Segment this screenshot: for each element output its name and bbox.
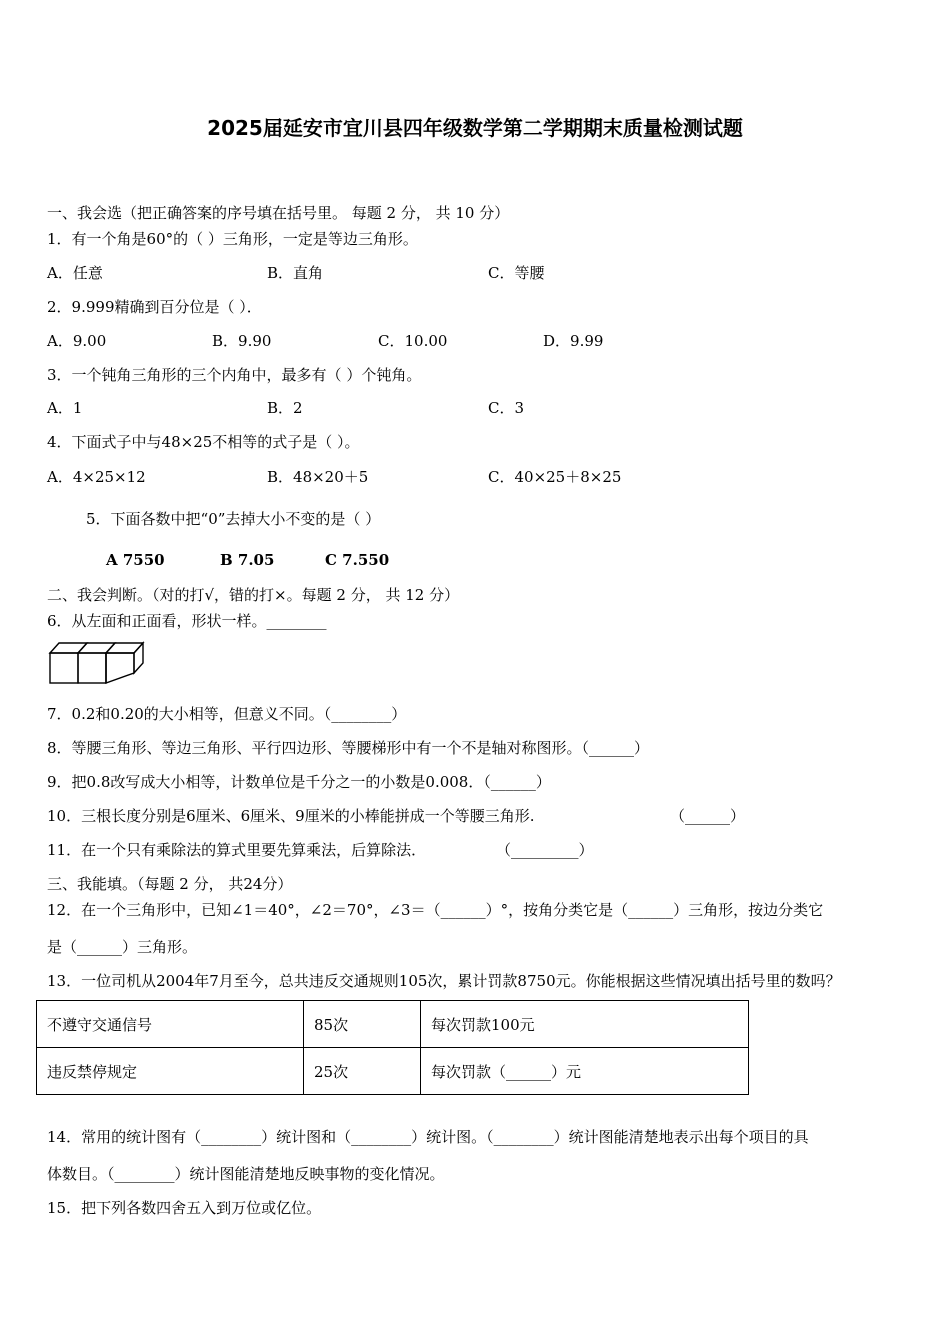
question-8: 8．等腰三角形、等边三角形、平行四边形、等腰梯形中有一个不是轴对称图形。（______） — [47, 739, 650, 757]
question-3: 3．一个钝角三角形的三个内角中，最多有（ ）个钝角。 — [47, 366, 422, 384]
table-cell: 85次 — [304, 1001, 421, 1048]
question-11-blank: （_________） — [496, 841, 594, 859]
table-row — [37, 1048, 749, 1095]
question-9: 9．把0.8改写成大小相等，计数单位是千分之一的小数是0.008．（______） — [47, 773, 551, 791]
q5-option-b: B 7.05 — [220, 551, 275, 569]
q3-option-b: B．2 — [267, 399, 303, 417]
table-cell: 每次罚款100元 — [421, 1001, 749, 1048]
table-row — [37, 1001, 749, 1048]
q2-option-c: C．10.00 — [378, 332, 448, 350]
question-7: 7．0.2和0.20的大小相等，但意义不同。（________） — [47, 705, 407, 723]
question-15: 15．把下列各数四舍五入到万位或亿位。 — [47, 1199, 322, 1217]
q3-option-a: A．1 — [47, 399, 83, 417]
question-11: 11．在一个只有乘除法的算式里要先算乘法，后算除法． — [47, 841, 427, 859]
q4-option-a: A．4×25×12 — [47, 468, 146, 486]
cube-middle-front — [78, 653, 106, 683]
section2-header: 二、我会判断。（对的打√，错的打×。每题 2 分， 共 12 分） — [47, 586, 460, 604]
question-12-line1: 12．在一个三角形中，已知∠1＝40°，∠2＝70°，∠3＝（______）°，按角分类它是（______）三角形，按边分类它 — [47, 901, 824, 919]
q2-option-a: A．9.00 — [47, 332, 107, 350]
question-2: 2．9.999精确到百分位是（ ）． — [47, 298, 262, 316]
cube-right-side — [134, 643, 143, 673]
q1-option-a: A．任意 — [47, 264, 103, 282]
q3-option-c: C．3 — [488, 399, 525, 417]
q2-option-b: B．9.90 — [212, 332, 272, 350]
cube-left-front — [50, 653, 78, 683]
cube-left-top — [50, 643, 87, 653]
table-cell: 25次 — [304, 1048, 421, 1095]
q5-option-a: A 7550 — [106, 551, 165, 569]
question-12-line2: 是（______）三角形。 — [47, 938, 198, 956]
question-1: 1．有一个角是60°的（ ）三角形，一定是等边三角形。 — [47, 230, 418, 248]
question-14-line1: 14．常用的统计图有（________）统计图和（________）统计图。（________）统计图能清楚地表示出每个项目的具 — [47, 1128, 809, 1146]
section1-header: 一、我会选（把正确答案的序号填在括号里。 每题 2 分， 共 10 分） — [47, 204, 510, 222]
question-6: 6．从左面和正面看，形状一样。________ — [47, 612, 327, 630]
question-4: 4．下面式子中与48×25不相等的式子是（ ）。 — [47, 433, 360, 451]
q4-option-b: B．48×20＋5 — [267, 468, 369, 486]
q1-option-c: C．等腰 — [488, 264, 545, 282]
section3-header: 三、我能填。（每题 2 分， 共24分） — [47, 875, 293, 893]
q4-option-c: C．40×25＋8×25 — [488, 468, 622, 486]
page-title: 2025届延安市宜川县四年级数学第二学期期末质量检测试题 — [207, 116, 743, 140]
q2-option-d: D．9.99 — [543, 332, 604, 350]
question-10-blank: （______） — [670, 807, 746, 825]
q5-option-c: C 7.550 — [325, 551, 390, 569]
fines-table — [36, 1000, 749, 1095]
table-cell: 每次罚款（______）元 — [421, 1048, 749, 1095]
question-14-line2: 体数目。（________）统计图能清楚地反映事物的变化情况。 — [47, 1165, 445, 1183]
cubes-figure — [47, 639, 151, 687]
table-cell: 不遵守交通信号 — [37, 1001, 304, 1048]
cube-middle-top — [78, 643, 115, 653]
question-10: 10．三根长度分别是6厘米、6厘米、9厘米的小棒能拼成一个等腰三角形. — [47, 807, 535, 825]
table-cell: 违反禁停规定 — [37, 1048, 304, 1095]
question-5: 5．下面各数中把“0”去掉大小不变的是（ ） — [86, 510, 381, 528]
cube-right-top — [106, 643, 143, 653]
question-13: 13．一位司机从2004年7月至今，总共违反交通规则105次，累计罚款8750元。你能根据这些情况填出括号里的数吗？ — [47, 972, 841, 990]
q1-option-b: B．直角 — [267, 264, 324, 282]
cube-right-face — [106, 653, 134, 683]
